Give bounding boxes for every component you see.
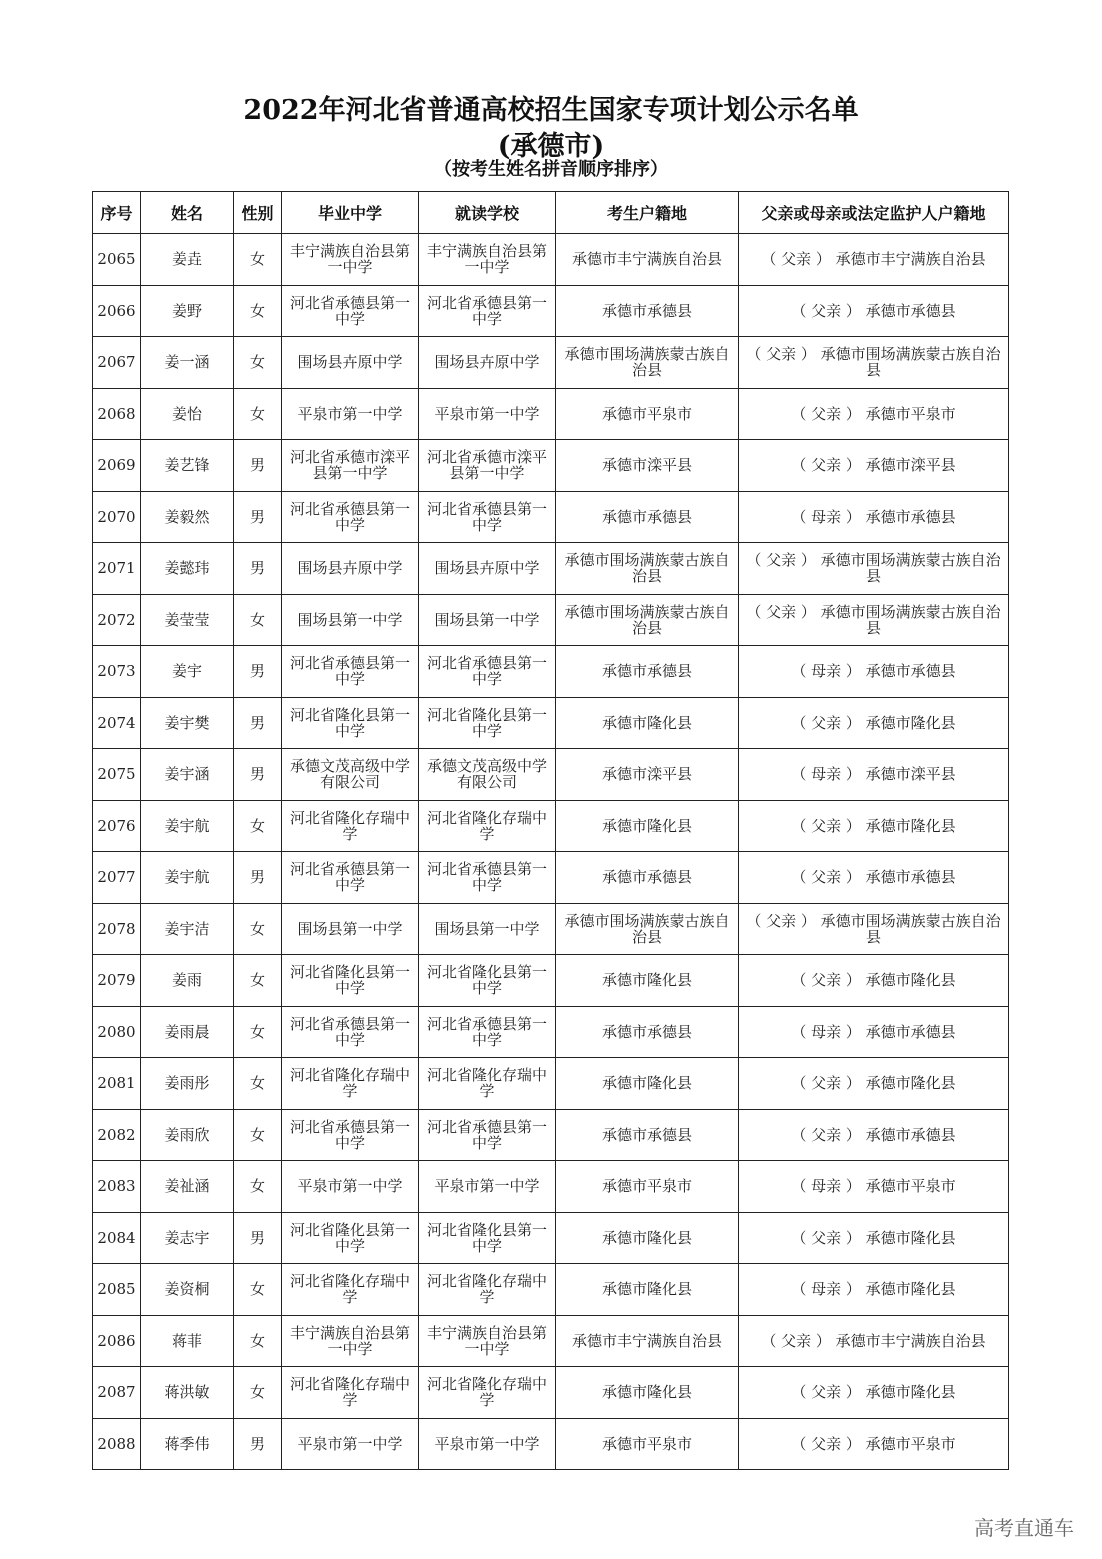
current-school-cell: 河北省承德县第一中学 [419,852,556,904]
gender-cell: 女 [234,337,282,389]
student-residence-cell: 承德市围场满族蒙古族自治县 [556,903,739,955]
guardian-residence-cell: （ 母亲 ） 承德市承德县 [739,646,1009,698]
table-row [93,646,1009,698]
seq-cell: 2069 [93,440,141,492]
graduation-school-cell: 丰宁满族自治县第一中学 [282,234,419,286]
name-cell: 蒋洪敏 [141,1367,234,1419]
sort-note: （按考生姓名拼音顺序排序） [434,159,668,180]
graduation-school-cell: 河北省隆化存瑞中学 [282,1367,419,1419]
guardian-residence-cell: （ 父亲 ） 承德市围场满族蒙古族自治县 [739,543,1009,595]
guardian-residence-cell: （ 母亲 ） 承德市承德县 [739,491,1009,543]
gender-cell: 男 [234,1418,282,1470]
guardian-residence-cell: （ 父亲 ） 承德市隆化县 [739,1212,1009,1264]
seq-cell: 2067 [93,337,141,389]
student-residence-cell: 承德市承德县 [556,852,739,904]
student-residence-cell: 承德市围场满族蒙古族自治县 [556,337,739,389]
graduation-school-cell: 围场县第一中学 [282,594,419,646]
current-school-cell: 围场县第一中学 [419,594,556,646]
current-school-cell: 河北省承德市滦平县第一中学 [419,440,556,492]
guardian-residence-cell: （ 父亲 ） 承德市围场满族蒙古族自治县 [739,594,1009,646]
name-cell: 姜宇樊 [141,697,234,749]
table-row [93,491,1009,543]
graduation-school-cell: 河北省承德县第一中学 [282,285,419,337]
gender-cell: 女 [234,800,282,852]
seq-cell: 2066 [93,285,141,337]
seq-cell: 2074 [93,697,141,749]
graduation-school-cell: 围场县卉原中学 [282,543,419,595]
student-residence-cell: 承德市承德县 [556,1006,739,1058]
name-cell: 蒋季伟 [141,1418,234,1470]
roster-body [93,234,1009,1470]
table-row [93,1367,1009,1419]
name-cell: 姜艺锋 [141,440,234,492]
column-header-graduation-school: 毕业中学 [282,192,419,234]
table-row [93,388,1009,440]
gender-cell: 女 [234,594,282,646]
name-cell: 姜宇 [141,646,234,698]
seq-cell: 2078 [93,903,141,955]
gender-cell: 男 [234,646,282,698]
guardian-residence-cell: （ 母亲 ） 承德市滦平县 [739,749,1009,801]
table-row [93,543,1009,595]
table-header-row [93,192,1009,234]
table-row [93,440,1009,492]
current-school-cell: 河北省隆化县第一中学 [419,1212,556,1264]
current-school-cell: 平泉市第一中学 [419,388,556,440]
graduation-school-cell: 河北省承德县第一中学 [282,1109,419,1161]
guardian-residence-cell: （ 母亲 ） 承德市承德县 [739,1006,1009,1058]
student-residence-cell: 承德市隆化县 [556,697,739,749]
name-cell: 姜雨彤 [141,1058,234,1110]
seq-cell: 2076 [93,800,141,852]
name-cell: 姜雨欣 [141,1109,234,1161]
current-school-cell: 围场县第一中学 [419,903,556,955]
current-school-cell: 丰宁满族自治县第一中学 [419,234,556,286]
seq-cell: 2088 [93,1418,141,1470]
guardian-residence-cell: （ 父亲 ） 承德市承德县 [739,1109,1009,1161]
student-residence-cell: 承德市平泉市 [556,1161,739,1213]
name-cell: 姜莹莹 [141,594,234,646]
seq-cell: 2086 [93,1315,141,1367]
current-school-cell: 河北省隆化存瑞中学 [419,1264,556,1316]
gender-cell: 女 [234,1367,282,1419]
column-header-guardian-residence: 父亲或母亲或法定监护人户籍地 [739,192,1009,234]
student-residence-cell: 承德市承德县 [556,491,739,543]
graduation-school-cell: 河北省隆化县第一中学 [282,1212,419,1264]
table-row [93,1058,1009,1110]
table-row [93,697,1009,749]
seq-cell: 2085 [93,1264,141,1316]
name-cell: 姜怡 [141,388,234,440]
gender-cell: 男 [234,749,282,801]
table-row [93,1006,1009,1058]
column-header-student-residence: 考生户籍地 [556,192,739,234]
graduation-school-cell: 平泉市第一中学 [282,1161,419,1213]
name-cell: 姜一涵 [141,337,234,389]
guardian-residence-cell: （ 母亲 ） 承德市平泉市 [739,1161,1009,1213]
name-cell: 蒋菲 [141,1315,234,1367]
name-cell: 姜垚 [141,234,234,286]
graduation-school-cell: 围场县卉原中学 [282,337,419,389]
name-cell: 姜野 [141,285,234,337]
column-header-seq: 序号 [93,192,141,234]
graduation-school-cell: 平泉市第一中学 [282,388,419,440]
student-residence-cell: 承德市滦平县 [556,440,739,492]
gender-cell: 女 [234,1006,282,1058]
name-cell: 姜宇涵 [141,749,234,801]
graduation-school-cell: 河北省承德县第一中学 [282,491,419,543]
guardian-residence-cell: （ 父亲 ） 承德市隆化县 [739,800,1009,852]
gender-cell: 男 [234,1212,282,1264]
graduation-school-cell: 河北省承德县第一中学 [282,852,419,904]
seq-cell: 2081 [93,1058,141,1110]
current-school-cell: 丰宁满族自治县第一中学 [419,1315,556,1367]
graduation-school-cell: 河北省隆化存瑞中学 [282,800,419,852]
seq-cell: 2080 [93,1006,141,1058]
student-residence-cell: 承德市丰宁满族自治县 [556,234,739,286]
table-row [93,1109,1009,1161]
name-cell: 姜懿玮 [141,543,234,595]
seq-cell: 2083 [93,1161,141,1213]
document-subtitle: (承德市) [497,131,605,162]
table-row [93,594,1009,646]
graduation-school-cell: 承德文茂高级中学有限公司 [282,749,419,801]
column-header-gender: 性别 [234,192,282,234]
student-residence-cell: 承德市隆化县 [556,1264,739,1316]
gender-cell: 女 [234,1109,282,1161]
graduation-school-cell: 河北省隆化存瑞中学 [282,1058,419,1110]
current-school-cell: 围场县卉原中学 [419,337,556,389]
watermark: 高考直通车 [974,1516,1074,1540]
gender-cell: 女 [234,1161,282,1213]
graduation-school-cell: 河北省承德市滦平县第一中学 [282,440,419,492]
gender-cell: 男 [234,852,282,904]
seq-cell: 2071 [93,543,141,595]
graduation-school-cell: 河北省隆化县第一中学 [282,955,419,1007]
student-residence-cell: 承德市承德县 [556,285,739,337]
student-residence-cell: 承德市平泉市 [556,1418,739,1470]
table-row [93,285,1009,337]
gender-cell: 男 [234,543,282,595]
seq-cell: 2082 [93,1109,141,1161]
current-school-cell: 河北省隆化存瑞中学 [419,800,556,852]
graduation-school-cell: 河北省承德县第一中学 [282,646,419,698]
guardian-residence-cell: （ 父亲 ） 承德市围场满族蒙古族自治县 [739,337,1009,389]
student-residence-cell: 承德市隆化县 [556,800,739,852]
name-cell: 姜志宇 [141,1212,234,1264]
student-residence-cell: 承德市隆化县 [556,1367,739,1419]
student-residence-cell: 承德市承德县 [556,1109,739,1161]
name-cell: 姜宇航 [141,800,234,852]
guardian-residence-cell: （ 父亲 ） 承德市隆化县 [739,1367,1009,1419]
gender-cell: 女 [234,1058,282,1110]
student-residence-cell: 承德市隆化县 [556,955,739,1007]
table-row [93,749,1009,801]
student-residence-cell: 承德市隆化县 [556,1058,739,1110]
name-cell: 姜祉涵 [141,1161,234,1213]
guardian-residence-cell: （ 父亲 ） 承德市平泉市 [739,388,1009,440]
current-school-cell: 河北省隆化存瑞中学 [419,1058,556,1110]
student-residence-cell: 承德市承德县 [556,646,739,698]
seq-cell: 2068 [93,388,141,440]
name-cell: 姜宇洁 [141,903,234,955]
table-row [93,903,1009,955]
graduation-school-cell: 河北省承德县第一中学 [282,1006,419,1058]
current-school-cell: 河北省承德县第一中学 [419,646,556,698]
gender-cell: 男 [234,440,282,492]
name-cell: 姜资桐 [141,1264,234,1316]
graduation-school-cell: 河北省隆化存瑞中学 [282,1264,419,1316]
table-row [93,800,1009,852]
gender-cell: 女 [234,903,282,955]
gender-cell: 女 [234,1315,282,1367]
seq-cell: 2084 [93,1212,141,1264]
gender-cell: 女 [234,234,282,286]
seq-cell: 2079 [93,955,141,1007]
current-school-cell: 平泉市第一中学 [419,1418,556,1470]
table-row [93,955,1009,1007]
column-header-current-school: 就读学校 [419,192,556,234]
name-cell: 姜雨 [141,955,234,1007]
student-residence-cell: 承德市围场满族蒙古族自治县 [556,594,739,646]
table-row [93,1212,1009,1264]
seq-cell: 2072 [93,594,141,646]
guardian-residence-cell: （ 父亲 ） 承德市滦平县 [739,440,1009,492]
seq-cell: 2075 [93,749,141,801]
current-school-cell: 平泉市第一中学 [419,1161,556,1213]
roster-table [92,191,1009,1470]
current-school-cell: 河北省承德县第一中学 [419,285,556,337]
guardian-residence-cell: （ 父亲 ） 承德市承德县 [739,285,1009,337]
guardian-residence-cell: （ 母亲 ） 承德市隆化县 [739,1264,1009,1316]
table-row [93,1161,1009,1213]
guardian-residence-cell: （ 父亲 ） 承德市承德县 [739,852,1009,904]
graduation-school-cell: 平泉市第一中学 [282,1418,419,1470]
current-school-cell: 围场县卉原中学 [419,543,556,595]
current-school-cell: 河北省承德县第一中学 [419,491,556,543]
document-title: 2022年河北省普通高校招生国家专项计划公示名单 [243,95,859,126]
name-cell: 姜宇航 [141,852,234,904]
seq-cell: 2087 [93,1367,141,1419]
table-row [93,234,1009,286]
table-row [93,852,1009,904]
table-row [93,337,1009,389]
student-residence-cell: 承德市平泉市 [556,388,739,440]
guardian-residence-cell: （ 父亲 ） 承德市隆化县 [739,697,1009,749]
graduation-school-cell: 河北省隆化县第一中学 [282,697,419,749]
seq-cell: 2077 [93,852,141,904]
current-school-cell: 河北省隆化县第一中学 [419,955,556,1007]
student-residence-cell: 承德市隆化县 [556,1212,739,1264]
current-school-cell: 承德文茂高级中学有限公司 [419,749,556,801]
graduation-school-cell: 丰宁满族自治县第一中学 [282,1315,419,1367]
seq-cell: 2065 [93,234,141,286]
table-row [93,1418,1009,1470]
gender-cell: 女 [234,285,282,337]
table-row [93,1264,1009,1316]
graduation-school-cell: 围场县第一中学 [282,903,419,955]
guardian-residence-cell: （ 父亲 ） 承德市围场满族蒙古族自治县 [739,903,1009,955]
guardian-residence-cell: （ 父亲 ） 承德市丰宁满族自治县 [739,1315,1009,1367]
guardian-residence-cell: （ 父亲 ） 承德市隆化县 [739,955,1009,1007]
name-cell: 姜雨晨 [141,1006,234,1058]
table-row [93,1315,1009,1367]
name-cell: 姜毅然 [141,491,234,543]
gender-cell: 女 [234,955,282,1007]
column-header-name: 姓名 [141,192,234,234]
guardian-residence-cell: （ 父亲 ） 承德市隆化县 [739,1058,1009,1110]
guardian-residence-cell: （ 父亲 ） 承德市平泉市 [739,1418,1009,1470]
guardian-residence-cell: （ 父亲 ） 承德市丰宁满族自治县 [739,234,1009,286]
student-residence-cell: 承德市滦平县 [556,749,739,801]
gender-cell: 女 [234,388,282,440]
student-residence-cell: 承德市丰宁满族自治县 [556,1315,739,1367]
current-school-cell: 河北省承德县第一中学 [419,1109,556,1161]
gender-cell: 男 [234,491,282,543]
current-school-cell: 河北省承德县第一中学 [419,1006,556,1058]
student-residence-cell: 承德市围场满族蒙古族自治县 [556,543,739,595]
gender-cell: 女 [234,1264,282,1316]
seq-cell: 2073 [93,646,141,698]
gender-cell: 男 [234,697,282,749]
current-school-cell: 河北省隆化县第一中学 [419,697,556,749]
current-school-cell: 河北省隆化存瑞中学 [419,1367,556,1419]
seq-cell: 2070 [93,491,141,543]
